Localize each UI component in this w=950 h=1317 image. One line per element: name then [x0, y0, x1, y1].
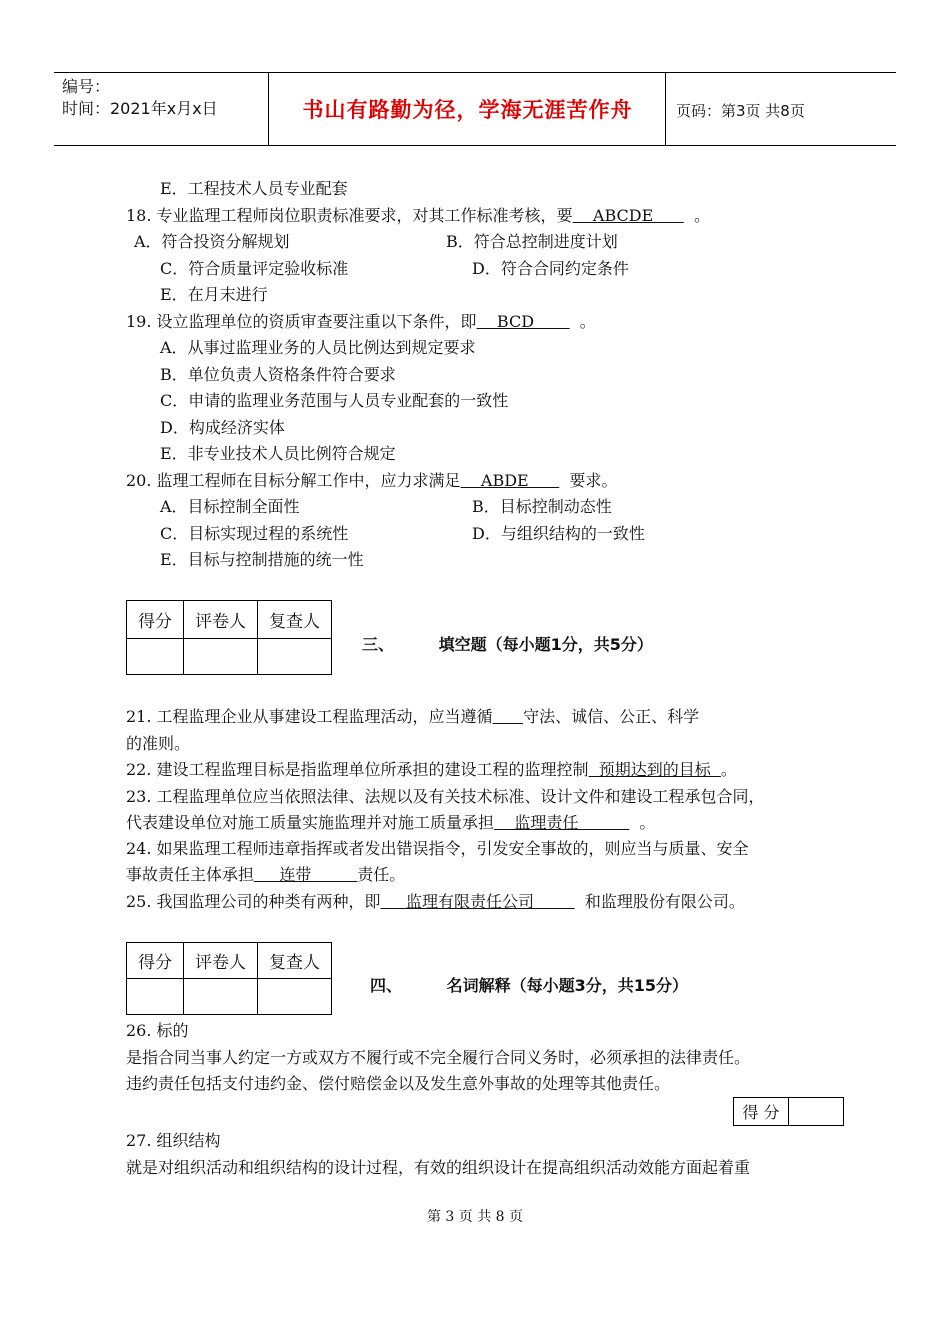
q21-text-end: 守法、诚信、公正、科学 — [523, 707, 700, 726]
q19-option-b: B．单位负责人资格条件符合要求 — [160, 365, 396, 384]
header-divider-left — [268, 72, 269, 146]
question-21-line2: 的准则。 — [126, 734, 191, 753]
checker-cell[interactable] — [258, 979, 332, 1015]
q18-text: 18. 专业监理工程师岗位职责标准要求，对其工作标准考核，要 — [126, 206, 573, 225]
q19-text: 19. 设立监理单位的资质审查要注重以下条件，即 — [126, 312, 477, 331]
q23-end: 。 — [629, 813, 656, 832]
q23-answer: 监理责任 — [494, 813, 630, 832]
q25-text: 25. 我国监理公司的种类有两种，即 — [126, 892, 381, 911]
score-table-section3 — [126, 600, 332, 675]
question-24-line2 — [126, 864, 405, 886]
score-header: 得分 — [127, 943, 184, 979]
q21-blank — [493, 707, 524, 726]
header-top-rule — [54, 72, 896, 73]
score-table-section4 — [126, 942, 332, 1015]
score-label: 得 分 — [734, 1098, 789, 1126]
score-box-small — [733, 1097, 844, 1126]
q22-answer: 预期达到的目标 — [588, 760, 721, 779]
q18-option-e: E．在月末进行 — [160, 285, 268, 304]
q18-option-b: B．符合总控制进度计划 — [446, 232, 618, 251]
q20-option-b: B．目标控制动态性 — [472, 497, 612, 516]
q21-text: 21. 工程监理企业从事建设工程监理活动，应当遵循 — [126, 707, 493, 726]
grader-cell[interactable] — [184, 639, 258, 675]
q25-answer: 监理有限责任公司 — [380, 892, 575, 911]
code-label: 编号： — [62, 77, 111, 96]
q25-end: 和监理股份有限公司。 — [574, 892, 745, 911]
question-26-title: 26. 标的 — [126, 1021, 189, 1040]
page-footer: 第 3 页 共 8 页 — [426, 1209, 524, 1225]
question-20 — [126, 470, 617, 492]
page-info: 页码：第3页 共8页 — [676, 102, 805, 120]
q19-answer: BCD — [476, 312, 570, 331]
q18-answer: ABCDE — [572, 206, 684, 225]
q22-end: 。 — [720, 760, 737, 779]
question-25 — [126, 891, 745, 913]
q19-option-c: C．申请的监理业务范围与人员专业配套的一致性 — [160, 391, 509, 410]
question-26-line1: 是指合同当事人约定一方或双方不履行或不完全履行合同义务时，必须承担的法律责任。 — [126, 1048, 751, 1067]
grader-header: 评卷人 — [184, 601, 258, 639]
q19-end: 。 — [569, 312, 596, 331]
q24-answer: 连带 — [254, 865, 358, 884]
q24-text: 事故责任主体承担 — [126, 865, 255, 884]
q20-option-d: D．与组织结构的一致性 — [472, 524, 645, 543]
time-label: 时间：2021年x月x日 — [62, 99, 218, 118]
q18-option-c: C．符合质量评定验收标准 — [160, 259, 349, 278]
score-value-cell[interactable] — [789, 1098, 844, 1126]
q20-text: 20. 监理工程师在目标分解工作中，应力求满足 — [126, 471, 461, 490]
grader-cell[interactable] — [184, 979, 258, 1015]
question-19 — [126, 311, 596, 333]
q18-option-d: D．符合合同约定条件 — [472, 259, 629, 278]
checker-cell[interactable] — [258, 639, 332, 675]
q19-option-e: E．非专业技术人员比例符合规定 — [160, 444, 396, 463]
question-27-line1: 就是对组织活动和组织结构的设计过程，有效的组织设计在提高组织活动效能方面起着重 — [126, 1158, 751, 1177]
score-cell[interactable] — [127, 979, 184, 1015]
q20-option-e: E．目标与控制措施的统一性 — [160, 550, 364, 569]
question-23-line1: 23. 工程监理单位应当依照法律、法规以及有关技术标准、设计文件和建设工程承包合同， — [126, 787, 765, 806]
question-27-title: 27. 组织结构 — [126, 1131, 221, 1150]
header-meta — [62, 76, 218, 120]
q18-option-a: A．符合投资分解规划 — [134, 232, 290, 251]
q20-option-c: C．目标实现过程的系统性 — [160, 524, 349, 543]
section-3-title: 三、 填空题（每小题1分，共5分） — [362, 635, 653, 654]
section-4-title: 四、 名词解释（每小题3分，共15分） — [370, 976, 688, 995]
header-motto: 书山有路勤为径，学海无涯苦作舟 — [302, 98, 633, 122]
question-23-line2 — [126, 812, 655, 834]
header-bottom-rule — [54, 145, 896, 146]
q20-option-a: A．目标控制全面性 — [160, 497, 300, 516]
q20-end: 要求。 — [559, 471, 618, 490]
q18-end: 。 — [683, 206, 710, 225]
q22-text: 22. 建设工程监理目标是指监理单位所承担的建设工程的监理控制 — [126, 760, 589, 779]
question-26-line2: 违约责任包括支付违约金、偿付赔偿金以及发生意外事故的处理等其他责任。 — [126, 1074, 671, 1093]
question-22 — [126, 759, 737, 781]
checker-header: 复查人 — [258, 601, 332, 639]
q23-text: 代表建设单位对施工质量实施监理并对施工质量承担 — [126, 813, 495, 832]
question-21 — [126, 706, 699, 728]
header-divider-right — [665, 72, 666, 146]
checker-header: 复查人 — [258, 943, 332, 979]
score-cell[interactable] — [127, 639, 184, 675]
grader-header: 评卷人 — [184, 943, 258, 979]
q19-option-a: A．从事过监理业务的人员比例达到规定要求 — [160, 338, 476, 357]
question-18 — [126, 205, 710, 227]
q20-answer: ABDE — [460, 471, 560, 490]
q17-option-e: E．工程技术人员专业配套 — [160, 179, 348, 198]
q19-option-d: D．构成经济实体 — [160, 418, 285, 437]
score-header: 得分 — [127, 601, 184, 639]
q24-end: 责任。 — [357, 865, 406, 884]
question-24-line1: 24. 如果监理工程师违章指挥或者发出错误指令，引发安全事故的，则应当与质量、安全 — [126, 839, 749, 858]
